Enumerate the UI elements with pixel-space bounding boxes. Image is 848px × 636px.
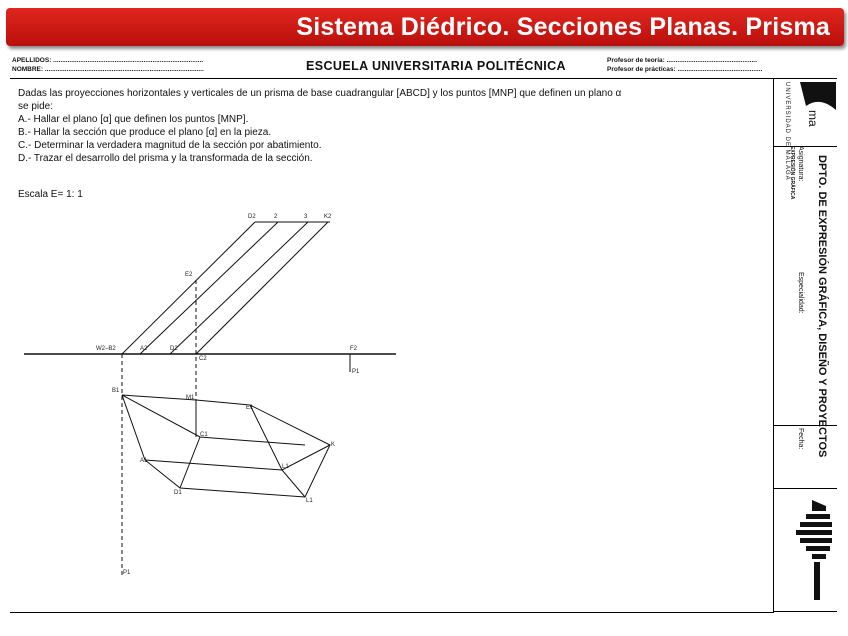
school-name: ESCUELA UNIVERSITARIA POLITÉCNICA xyxy=(306,59,566,73)
label-e2: E2 xyxy=(185,272,193,278)
label-d2: D2 xyxy=(248,214,256,220)
label-c1: C1 xyxy=(200,432,208,438)
label-d2b: D2 xyxy=(170,346,178,352)
nombre-field: NOMBRE: ........................................................................................ xyxy=(12,66,204,73)
emblem-icon xyxy=(796,500,832,600)
label-c2: 3 xyxy=(304,214,308,220)
scale-label: Escala E= 1: 1 xyxy=(18,189,83,200)
page-title: Sistema Diédrico. Secciones Planas. Prisma xyxy=(296,13,830,41)
statement-line: B.- Hallar la sección que produce el plano [α] en la pieza. xyxy=(18,127,272,138)
label-p1b: P1 xyxy=(123,570,131,576)
label-m1: M1 xyxy=(186,395,195,401)
asignatura-value: EXPRESIÓN GRÁFICA xyxy=(789,146,795,200)
label-l1: L1 xyxy=(282,464,289,470)
label-p1: P1 xyxy=(352,369,360,375)
label-f2: F2 xyxy=(350,346,358,352)
statement-line: Dadas las proyecciones horizontales y verticales de un prisma de base cuadrangular [ABCD] y los puntos [MNP] que definen un plano α xyxy=(18,88,622,99)
university-name: UNIVERSIDAD DE MÁLAGA xyxy=(784,82,790,181)
label-c2b: C2 xyxy=(199,356,207,362)
university-logo: ma xyxy=(806,110,820,127)
asignatura-label: Asignatura: xyxy=(797,146,804,182)
fecha-label: Fecha: xyxy=(797,428,804,450)
label-w2b2: W2–B2 xyxy=(96,346,116,352)
label-a2: 2 xyxy=(274,214,278,220)
label-k1: K xyxy=(331,442,336,448)
department-name: DPTO. DE EXPRESIÓN GRÁFICA, DISEÑO Y PROYECTOS xyxy=(816,155,828,458)
label-d1: D1 xyxy=(174,490,182,496)
statement-line: A.- Hallar el plano [α] que definen los puntos [MNP]. xyxy=(18,114,249,125)
statement-line: D.- Trazar el desarrollo del prisma y la transformada de la sección. xyxy=(18,153,313,164)
statement-line: C.- Determinar la verdadera magnitud de la sección por abatimiento. xyxy=(18,140,322,151)
especialidad-label: Especialidad: xyxy=(797,272,804,314)
label-a1: A1 xyxy=(140,458,148,464)
apellidos-field: APELLIDOS: ................................................................................... xyxy=(12,57,204,64)
footer-rule xyxy=(10,612,774,613)
profesor-teoria-field: Profesor de teoría: .................................................. xyxy=(607,57,757,64)
statement-line: se pide: xyxy=(18,101,54,112)
label-a2b: A2 xyxy=(140,346,148,352)
profesor-practicas-field: Profesor de prácticas: ............................................... xyxy=(607,66,763,73)
label-b1: B1 xyxy=(112,388,120,394)
label-l1b: L1 xyxy=(306,498,313,504)
label-e1: E1 xyxy=(246,405,254,411)
label-k2: K2 xyxy=(324,214,332,220)
